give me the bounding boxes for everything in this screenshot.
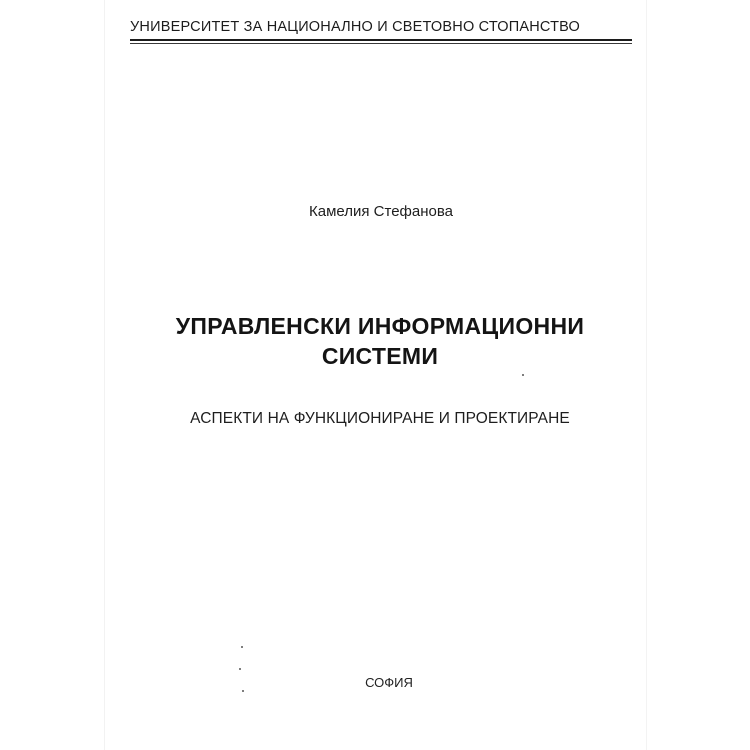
page-header [130,18,634,44]
scan-speck [242,690,244,692]
header-rule-thin [130,43,632,44]
publication-city: СОФИЯ [365,675,413,690]
author-name: Камелия Стефанова [309,203,453,220]
scan-speck [241,646,243,648]
university-name: УНИВЕРСИТЕТ ЗА НАЦИОНАЛНО И СВЕТОВНО СТОПАНСТВО [130,19,581,35]
book-title [0,311,750,371]
scan-speck [522,374,524,376]
scan-edge-left [104,0,105,750]
scan-edge-right [646,0,647,750]
header-rule-thick [130,39,632,41]
book-title-line-1: УПРАВЛЕНСКИ ИНФОРМАЦИОННИ [175,313,585,339]
scan-speck [239,668,241,670]
book-subtitle: АСПЕКТИ НА ФУНКЦИОНИРАНЕ И ПРОЕКТИРАНЕ [190,410,570,427]
book-title-line-2: СИСТЕМИ [321,343,439,369]
